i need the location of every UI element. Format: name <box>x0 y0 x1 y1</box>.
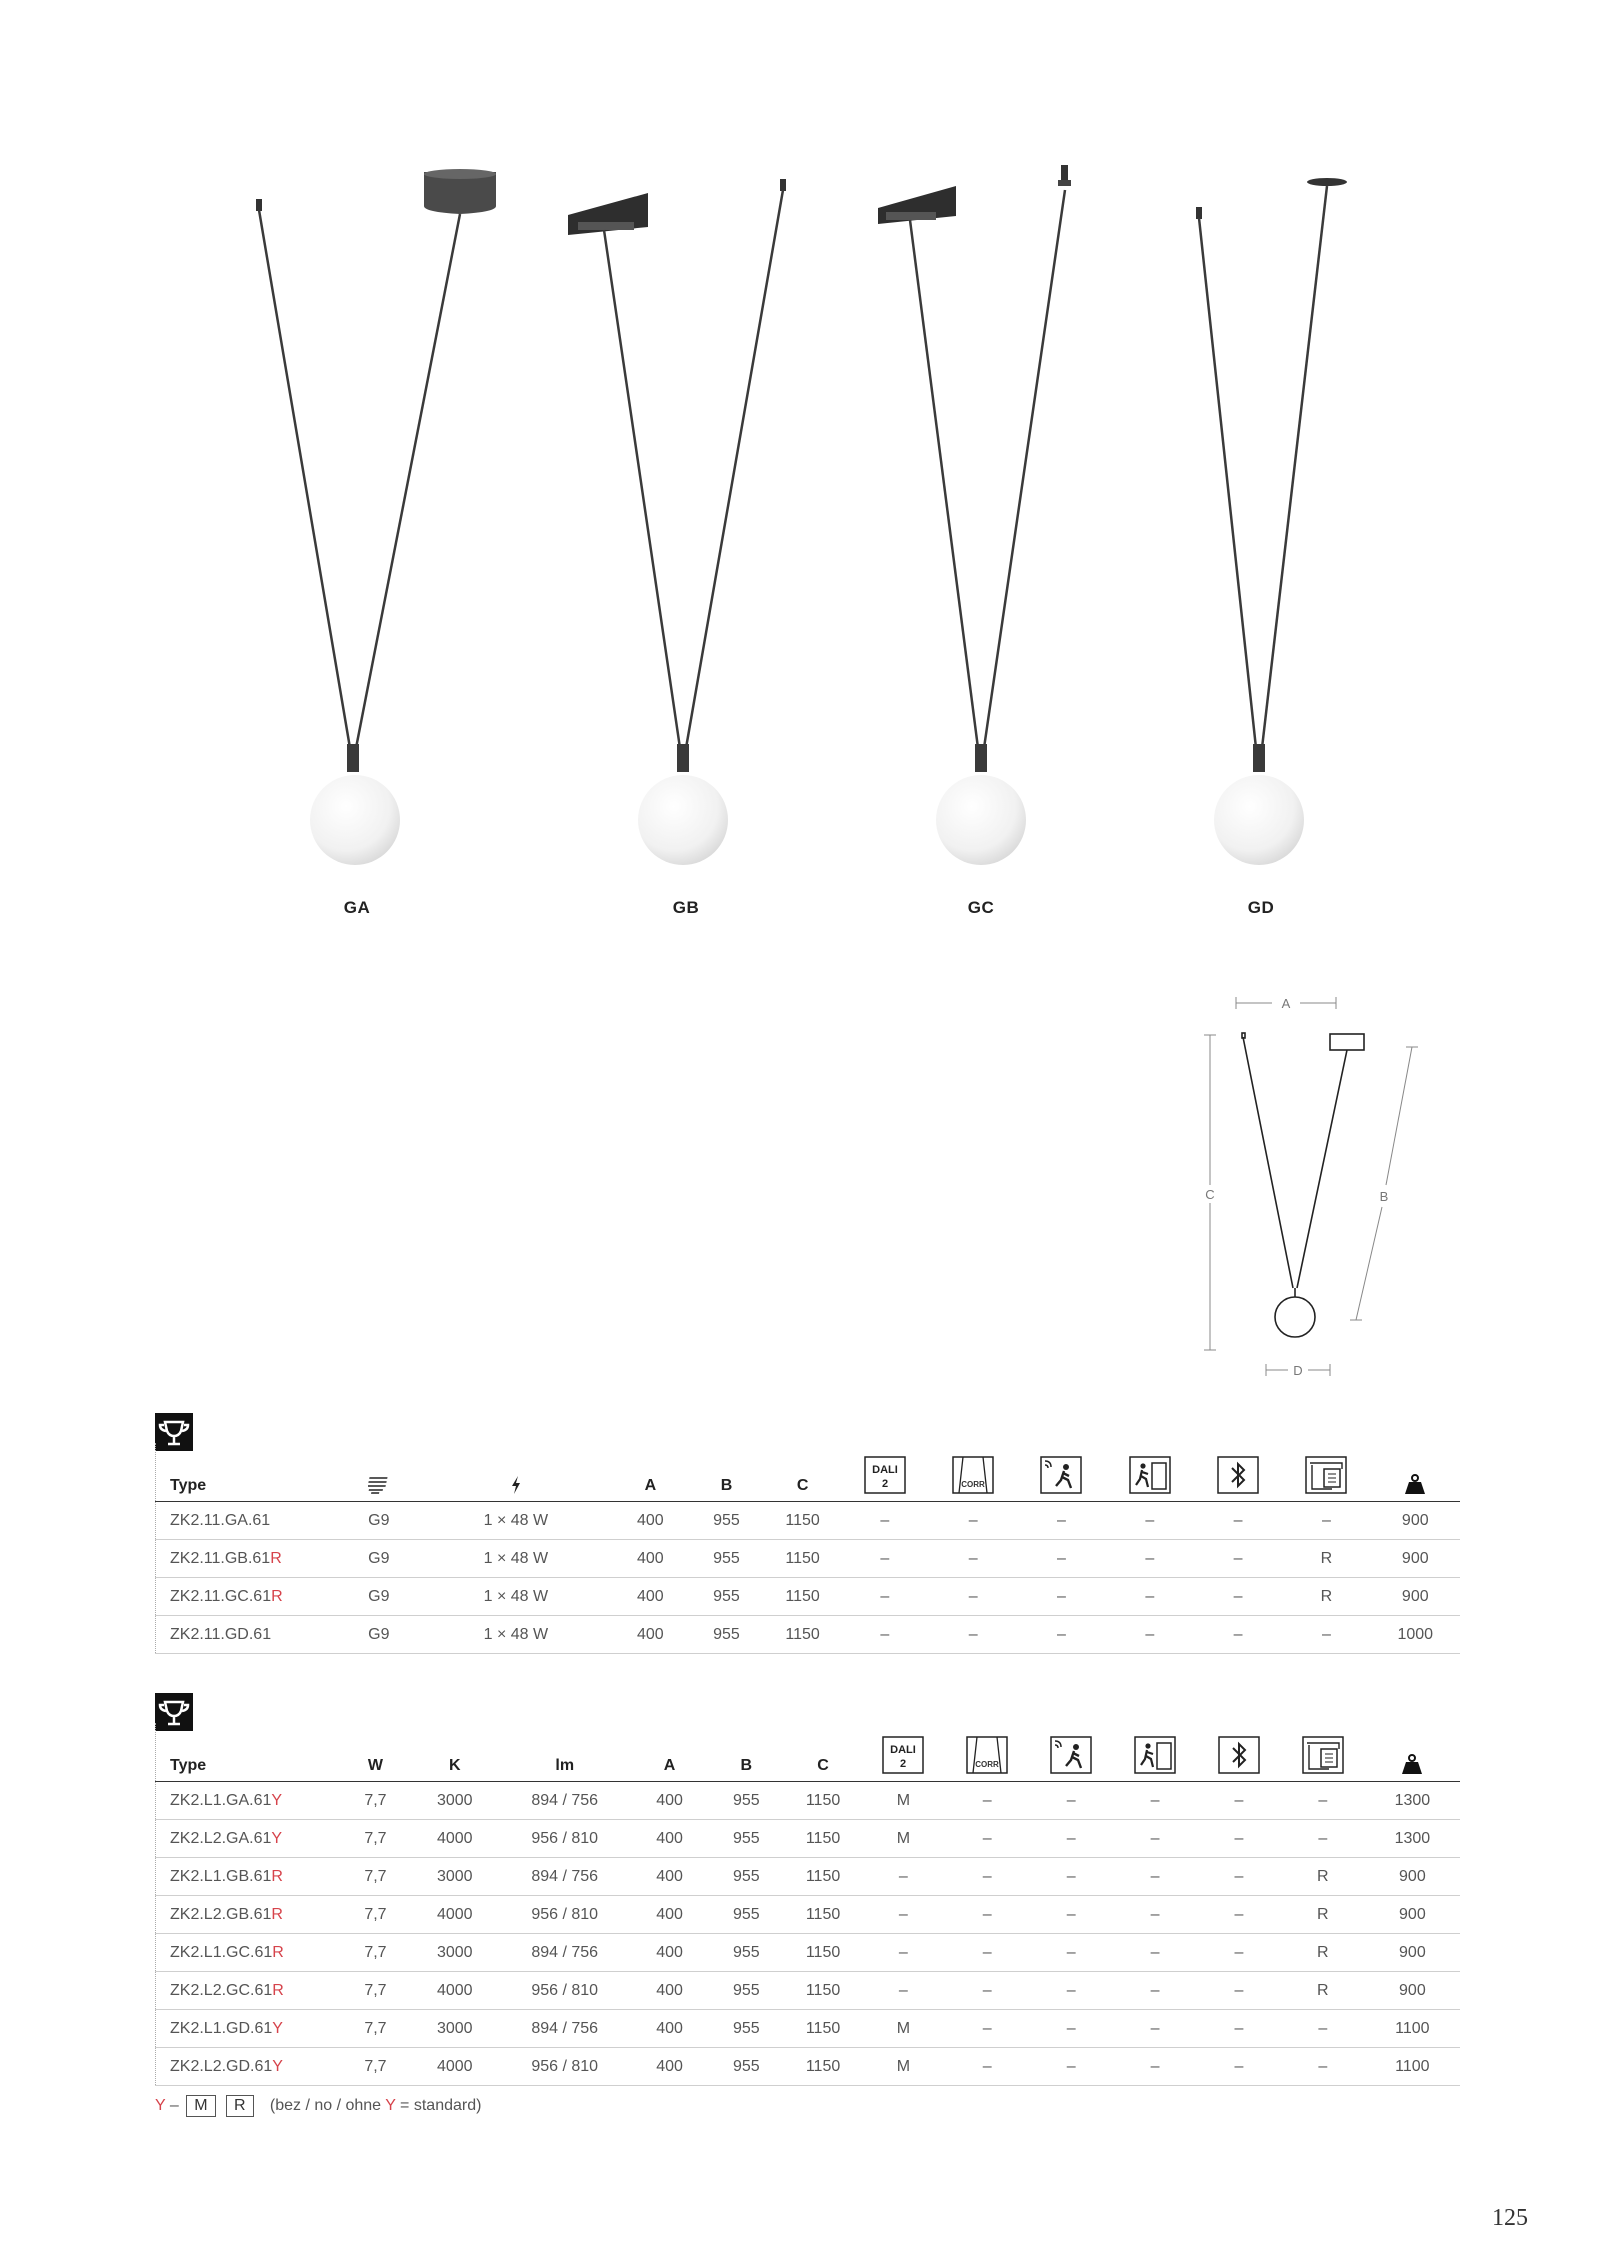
col-bluetooth <box>1197 1723 1281 1782</box>
cell-corr: – <box>945 2010 1029 2048</box>
cell-b: 955 <box>708 1934 785 1972</box>
type-suffix: R <box>270 1549 282 1567</box>
svg-text:2: 2 <box>881 1478 888 1490</box>
type-code: ZK2.L1.GC.61 <box>170 1943 273 1961</box>
cell-a: 400 <box>631 1934 708 1972</box>
type-suffix: R <box>271 1867 283 1885</box>
type-suffix: R <box>271 1905 283 1923</box>
cell-c: 1150 <box>765 1540 841 1578</box>
cell-remote: – <box>1281 1820 1365 1858</box>
cell-c: 1150 <box>765 1502 841 1540</box>
cell-c: 1150 <box>765 1578 841 1616</box>
cell-sensor: – <box>1029 1820 1113 1858</box>
cell-lm: 894 / 756 <box>498 1782 631 1820</box>
cell-a: 400 <box>612 1540 688 1578</box>
cell-sensor: – <box>1029 1782 1113 1820</box>
cell-k: 3000 <box>411 2010 498 2048</box>
cell-dali: – <box>861 1972 945 2010</box>
cell-weight: 1100 <box>1365 2010 1460 2048</box>
cell-bluetooth: – <box>1194 1540 1282 1578</box>
cell-lm: 956 / 810 <box>498 1896 631 1934</box>
type-code: ZK2.L1.GA.61 <box>170 1791 272 1809</box>
cell-c: 1150 <box>785 1896 862 1934</box>
table-row <box>156 1896 1461 1934</box>
col-sensor <box>1029 1723 1113 1782</box>
type-code: ZK2.L1.GD.61 <box>170 2019 273 2037</box>
cell-base: G9 <box>338 1502 419 1540</box>
dim-label-c: C <box>1205 1187 1215 1202</box>
spec-table-led <box>155 1723 1460 2086</box>
table-header-row <box>156 1443 1461 1502</box>
cell-bluetooth: – <box>1194 1578 1282 1616</box>
cell-emergency: – <box>1113 1896 1197 1934</box>
option-m-box: M <box>186 2095 215 2117</box>
power-icon <box>509 1475 523 1495</box>
col-remote <box>1282 1443 1370 1502</box>
type-code: ZK2.L2.GC.61 <box>170 1981 273 1999</box>
col-w: W <box>340 1723 412 1782</box>
cell-sensor: – <box>1029 1858 1113 1896</box>
option-r-box: R <box>226 2095 254 2117</box>
footnote-text-y: Y <box>385 2097 396 2114</box>
cell-dali: – <box>841 1540 929 1578</box>
table-row <box>156 1616 1461 1654</box>
cell-b: 955 <box>708 1896 785 1934</box>
cell-lm: 956 / 810 <box>498 1972 631 2010</box>
type-code: ZK2.L2.GB.61 <box>170 1905 272 1923</box>
cell-corr: – <box>945 1896 1029 1934</box>
cell-k: 4000 <box>411 1896 498 1934</box>
cell-base: G9 <box>338 1616 419 1654</box>
cell-remote: R <box>1281 1896 1365 1934</box>
footnote-y: Y <box>155 2097 166 2114</box>
type-code: ZK2.L1.GB.61 <box>170 1867 272 1885</box>
col-corridor <box>929 1443 1017 1502</box>
cell-a: 400 <box>612 1616 688 1654</box>
cell-lm: 956 / 810 <box>498 1820 631 1858</box>
table-row <box>156 1972 1461 2010</box>
cell-a: 400 <box>631 1782 708 1820</box>
cell-bluetooth: – <box>1197 1934 1281 1972</box>
dim-label-d: D <box>1293 1363 1303 1378</box>
cell-weight: 900 <box>1365 1896 1460 1934</box>
cell-a: 400 <box>631 1858 708 1896</box>
type-code: ZK2.11.GB.61 <box>170 1549 271 1567</box>
col-c: C <box>765 1443 841 1502</box>
variant-label-ga: GA <box>343 898 371 917</box>
corridor-icon <box>965 1735 1009 1775</box>
col-bluetooth <box>1194 1443 1282 1502</box>
cell-emergency: – <box>1113 1858 1197 1896</box>
cell-a: 400 <box>612 1578 688 1616</box>
cell-corr: – <box>945 1782 1029 1820</box>
cell-remote: R <box>1281 1858 1365 1896</box>
cell-bluetooth: – <box>1197 1972 1281 2010</box>
cell-w: 7,7 <box>340 1934 412 1972</box>
cell-corr: – <box>929 1616 1017 1654</box>
cell-b: 955 <box>708 2010 785 2048</box>
cell-b: 955 <box>708 1820 785 1858</box>
cell-dali: – <box>841 1616 929 1654</box>
cell-corr: – <box>945 1858 1029 1896</box>
variant-label-gc: GC <box>967 898 995 917</box>
cell-weight: 1300 <box>1365 1820 1460 1858</box>
cell-power: 1 × 48 W <box>419 1578 612 1616</box>
dimension-drawing <box>1190 985 1430 1385</box>
cell-lm: 956 / 810 <box>498 2048 631 2086</box>
product-illustrations <box>0 0 1600 900</box>
cell-corr: – <box>945 2048 1029 2086</box>
cell-emergency: – <box>1113 2048 1197 2086</box>
cell-type <box>156 1896 340 1934</box>
cell-c: 1150 <box>785 1972 862 2010</box>
cell-k: 4000 <box>411 1972 498 2010</box>
spec-table-g9 <box>155 1443 1460 1654</box>
cell-w: 7,7 <box>340 1782 412 1820</box>
cell-sensor: – <box>1017 1502 1105 1540</box>
cell-type <box>156 1578 339 1616</box>
type-code: ZK2.11.GA.61 <box>170 1511 271 1529</box>
cell-weight: 1300 <box>1365 1782 1460 1820</box>
cell-weight: 1000 <box>1371 1616 1460 1654</box>
cell-type <box>156 1858 340 1896</box>
cell-lm: 894 / 756 <box>498 1858 631 1896</box>
cell-bluetooth: – <box>1197 1858 1281 1896</box>
cell-weight: 900 <box>1365 1934 1460 1972</box>
variant-label-gd: GD <box>1247 898 1275 917</box>
cell-b: 955 <box>688 1540 764 1578</box>
cell-corr: – <box>929 1502 1017 1540</box>
col-sensor <box>1017 1443 1105 1502</box>
cell-base: G9 <box>338 1578 419 1616</box>
cell-a: 400 <box>631 1972 708 2010</box>
col-weight <box>1371 1443 1460 1502</box>
cell-dali: – <box>861 1858 945 1896</box>
cell-remote: – <box>1281 2048 1365 2086</box>
cell-corr: – <box>945 1820 1029 1858</box>
emergency-exit-icon <box>1133 1735 1177 1775</box>
footnote-text-pre: (bez / no / ohne <box>269 2097 386 2114</box>
cell-dali: M <box>861 1820 945 1858</box>
cell-b: 955 <box>688 1616 764 1654</box>
table-row <box>156 1578 1461 1616</box>
type-suffix: Y <box>271 1791 283 1809</box>
cell-k: 4000 <box>411 2048 498 2086</box>
remote-driver-icon <box>1304 1455 1348 1495</box>
footnote-dash: – <box>165 2097 184 2114</box>
table-row <box>156 1502 1461 1540</box>
pendant-gb <box>568 179 786 865</box>
cell-type <box>156 1616 339 1654</box>
cell-k: 3000 <box>411 1934 498 1972</box>
cell-dali: – <box>841 1502 929 1540</box>
cell-remote: – <box>1282 1502 1370 1540</box>
pendant-ga <box>256 169 496 865</box>
table-row <box>156 1782 1461 1820</box>
cell-sensor: – <box>1029 1972 1113 2010</box>
col-type: Type <box>156 1443 339 1502</box>
cell-sensor: – <box>1029 2010 1113 2048</box>
cell-w: 7,7 <box>340 1972 412 2010</box>
cell-sensor: – <box>1017 1540 1105 1578</box>
cell-c: 1150 <box>765 1616 841 1654</box>
cell-c: 1150 <box>785 1858 862 1896</box>
pendant-gc <box>878 165 1071 865</box>
col-dali <box>841 1443 929 1502</box>
cell-c: 1150 <box>785 2010 862 2048</box>
cell-w: 7,7 <box>340 1820 412 1858</box>
cell-weight: 900 <box>1365 1858 1460 1896</box>
cell-bluetooth: – <box>1197 1782 1281 1820</box>
cell-remote: R <box>1282 1578 1370 1616</box>
col-type: Type <box>156 1723 340 1782</box>
cell-weight: 900 <box>1371 1578 1460 1616</box>
cell-corr: – <box>945 1934 1029 1972</box>
cell-w: 7,7 <box>340 2010 412 2048</box>
svg-text:DALI: DALI <box>890 1744 917 1756</box>
cell-remote: R <box>1281 1934 1365 1972</box>
cell-bluetooth: – <box>1197 2010 1281 2048</box>
type-suffix: Y <box>272 2019 283 2037</box>
cell-dali: M <box>861 1782 945 1820</box>
col-emergency <box>1113 1723 1197 1782</box>
cell-c: 1150 <box>785 1934 862 1972</box>
col-c: C <box>785 1723 862 1782</box>
bluetooth-icon <box>1217 1735 1261 1775</box>
table-row <box>156 1934 1461 1972</box>
cell-b: 955 <box>708 1858 785 1896</box>
cell-b: 955 <box>708 1972 785 2010</box>
cell-sensor: – <box>1017 1616 1105 1654</box>
cell-w: 7,7 <box>340 2048 412 2086</box>
cell-type <box>156 2048 340 2086</box>
type-code: ZK2.11.GC.61 <box>170 1587 272 1605</box>
table-row <box>156 2010 1461 2048</box>
cell-bluetooth: – <box>1194 1502 1282 1540</box>
cell-bluetooth: – <box>1197 1896 1281 1934</box>
variant-label-gb: GB <box>672 898 700 917</box>
svg-text:2: 2 <box>900 1758 907 1770</box>
cell-a: 400 <box>612 1502 688 1540</box>
corridor-icon <box>951 1455 995 1495</box>
svg-text:CORR: CORR <box>975 1760 1000 1769</box>
col-a: A <box>631 1723 708 1782</box>
cell-type <box>156 1972 340 2010</box>
cell-power: 1 × 48 W <box>419 1502 612 1540</box>
bluetooth-icon <box>1216 1455 1260 1495</box>
lamp-base-icon <box>368 1475 390 1495</box>
motion-sensor-icon <box>1039 1455 1083 1495</box>
type-suffix: R <box>272 1943 284 1961</box>
emergency-exit-icon <box>1128 1455 1172 1495</box>
cell-type <box>156 1540 339 1578</box>
cell-power: 1 × 48 W <box>419 1540 612 1578</box>
cell-dali: – <box>861 1934 945 1972</box>
dali2-icon <box>863 1455 907 1495</box>
cell-corr: – <box>929 1540 1017 1578</box>
cell-type <box>156 2010 340 2048</box>
cell-remote: – <box>1281 1782 1365 1820</box>
cell-b: 955 <box>688 1502 764 1540</box>
cell-k: 4000 <box>411 1820 498 1858</box>
cell-bluetooth: – <box>1197 2048 1281 2086</box>
type-suffix: Y <box>271 1829 283 1847</box>
cell-weight: 1100 <box>1365 2048 1460 2086</box>
cell-lm: 894 / 756 <box>498 1934 631 1972</box>
table-row <box>156 1820 1461 1858</box>
cell-emergency: – <box>1113 2010 1197 2048</box>
table-row <box>156 1540 1461 1578</box>
svg-text:CORR: CORR <box>961 1480 985 1489</box>
dali2-icon <box>881 1735 925 1775</box>
col-lamp-base <box>338 1443 419 1502</box>
cell-remote: – <box>1281 2010 1365 2048</box>
cell-weight: 900 <box>1371 1502 1460 1540</box>
col-k: K <box>411 1723 498 1782</box>
cell-a: 400 <box>631 1820 708 1858</box>
weight-icon <box>1403 1473 1427 1495</box>
footnote <box>155 2095 481 2117</box>
col-remote <box>1281 1723 1365 1782</box>
cell-weight: 900 <box>1365 1972 1460 2010</box>
cell-emergency: – <box>1106 1502 1194 1540</box>
cell-type <box>156 1820 340 1858</box>
cell-remote: – <box>1282 1616 1370 1654</box>
cell-sensor: – <box>1029 1934 1113 1972</box>
cell-dali: – <box>861 1896 945 1934</box>
cell-emergency: – <box>1113 1972 1197 2010</box>
cell-w: 7,7 <box>340 1858 412 1896</box>
col-b: B <box>688 1443 764 1502</box>
cell-sensor: – <box>1029 2048 1113 2086</box>
cell-lm: 894 / 756 <box>498 2010 631 2048</box>
cell-emergency: – <box>1106 1540 1194 1578</box>
col-emergency <box>1106 1443 1194 1502</box>
table-row <box>156 2048 1461 2086</box>
type-suffix: R <box>272 1981 284 1999</box>
cell-bluetooth: – <box>1194 1616 1282 1654</box>
cell-weight: 900 <box>1371 1540 1460 1578</box>
motion-sensor-icon <box>1049 1735 1093 1775</box>
col-power <box>419 1443 612 1502</box>
cell-type <box>156 1934 340 1972</box>
remote-driver-icon <box>1301 1735 1345 1775</box>
cell-emergency: – <box>1113 1934 1197 1972</box>
cell-sensor: – <box>1029 1896 1113 1934</box>
col-dali <box>861 1723 945 1782</box>
col-corridor <box>945 1723 1029 1782</box>
cell-emergency: – <box>1113 1782 1197 1820</box>
cell-emergency: – <box>1106 1578 1194 1616</box>
cell-emergency: – <box>1113 1820 1197 1858</box>
table-header-row <box>156 1723 1461 1782</box>
cell-dali: M <box>861 2048 945 2086</box>
page-number: 125 <box>1492 2205 1528 2231</box>
cell-k: 3000 <box>411 1858 498 1896</box>
pendant-gd <box>1196 178 1347 865</box>
cell-type <box>156 1502 339 1540</box>
cell-c: 1150 <box>785 2048 862 2086</box>
dim-label-a: A <box>1281 996 1291 1011</box>
footnote-text-post: = standard) <box>395 2097 482 2114</box>
type-suffix: R <box>271 1587 283 1605</box>
type-code: ZK2.11.GD.61 <box>170 1625 272 1643</box>
cell-dali: M <box>861 2010 945 2048</box>
svg-text:DALI: DALI <box>871 1464 898 1476</box>
cell-corr: – <box>945 1972 1029 2010</box>
type-code: ZK2.L2.GD.61 <box>170 2057 273 2075</box>
cell-k: 3000 <box>411 1782 498 1820</box>
cell-b: 955 <box>688 1578 764 1616</box>
type-code: ZK2.L2.GA.61 <box>170 1829 272 1847</box>
cell-remote: R <box>1282 1540 1370 1578</box>
cell-a: 400 <box>631 2010 708 2048</box>
table-row <box>156 1858 1461 1896</box>
cell-b: 955 <box>708 1782 785 1820</box>
type-suffix: Y <box>272 2057 283 2075</box>
cell-remote: R <box>1281 1972 1365 2010</box>
cell-sensor: – <box>1017 1578 1105 1616</box>
cell-a: 400 <box>631 1896 708 1934</box>
cell-a: 400 <box>631 2048 708 2086</box>
cell-type <box>156 1782 340 1820</box>
cell-bluetooth: – <box>1197 1820 1281 1858</box>
cell-b: 955 <box>708 2048 785 2086</box>
weight-icon <box>1400 1753 1424 1775</box>
col-b: B <box>708 1723 785 1782</box>
cell-dali: – <box>841 1578 929 1616</box>
col-lm: lm <box>498 1723 631 1782</box>
cell-base: G9 <box>338 1540 419 1578</box>
col-a: A <box>612 1443 688 1502</box>
dim-label-b: B <box>1379 1189 1389 1204</box>
cell-corr: – <box>929 1578 1017 1616</box>
col-weight <box>1365 1723 1460 1782</box>
cell-w: 7,7 <box>340 1896 412 1934</box>
cell-emergency: – <box>1106 1616 1194 1654</box>
cell-power: 1 × 48 W <box>419 1616 612 1654</box>
cell-c: 1150 <box>785 1782 862 1820</box>
cell-c: 1150 <box>785 1820 862 1858</box>
